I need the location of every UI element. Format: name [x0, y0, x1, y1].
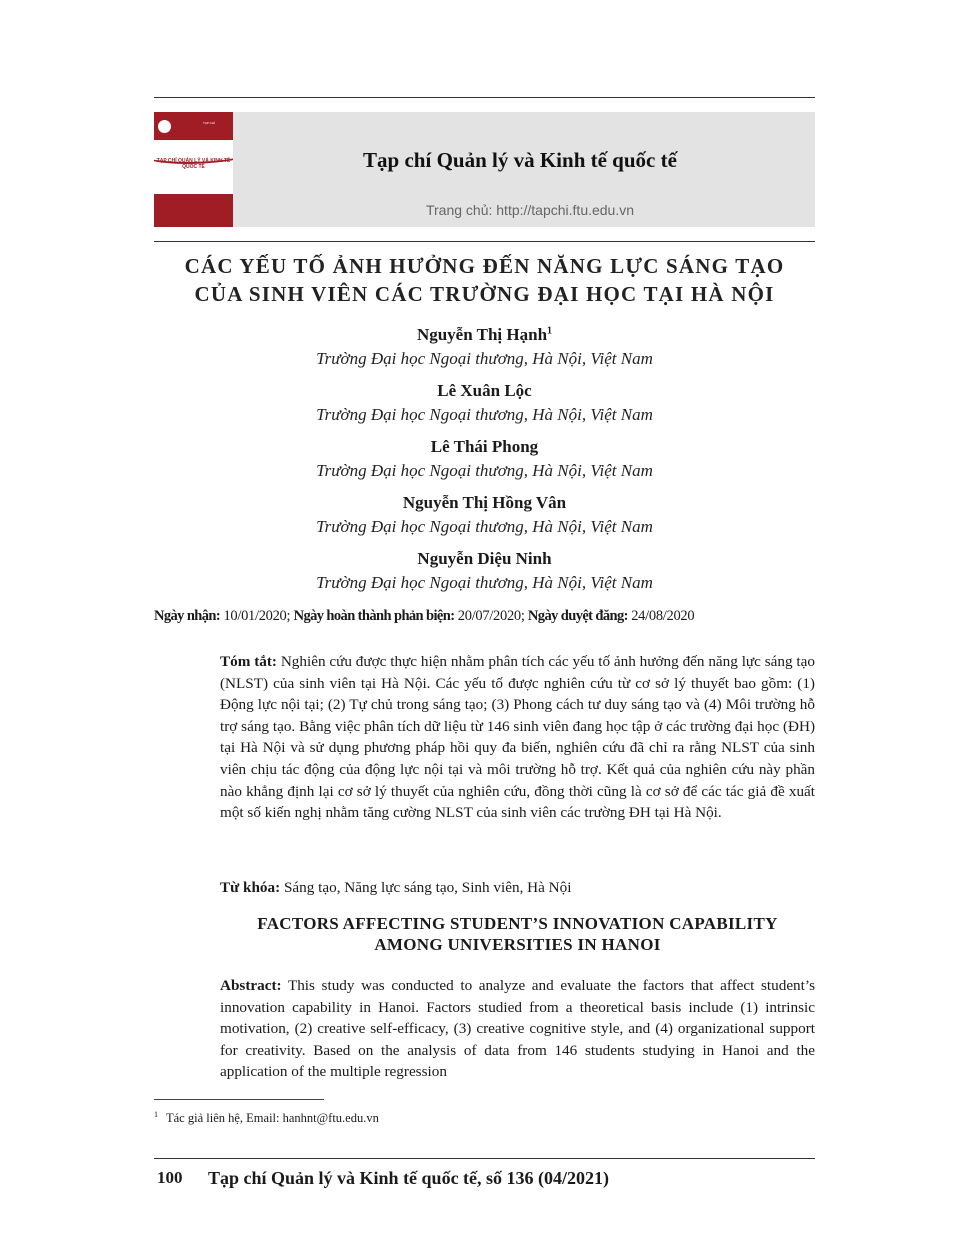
author-affiliation: Trường Đại học Ngoại thương, Hà Nội, Việt Nam [316, 573, 653, 592]
homepage-link[interactable]: http://tapchi.ftu.edu.vn [496, 202, 635, 218]
footer-rule [154, 1158, 815, 1159]
top-rule [154, 97, 815, 98]
author-name: Lê Thái Phong [430, 437, 539, 456]
footer-journal-info: Tạp chí Quản lý và Kinh tế quốc tế, số 136 (04/2021) [208, 1168, 610, 1188]
author-affiliation: Trường Đại học Ngoại thương, Hà Nội, Việt Nam [316, 461, 653, 480]
author-name: Nguyễn Thị Hồng Vân [402, 493, 567, 512]
article-title-line-1: CÁC YẾU TỐ ẢNH HƯỞNG ĐẾN NĂNG LỰC SÁNG TẠO [184, 254, 785, 278]
keywords: Từ khóa: Sáng tạo, Năng lực sáng tạo, Sinh viên, Hà Nội [220, 879, 572, 896]
homepage-label: Trang chủ: [425, 202, 493, 218]
author-affiliation: Trường Đại học Ngoại thương, Hà Nội, Việt Nam [316, 517, 653, 536]
footnote-rule [154, 1099, 324, 1100]
author-affiliation: Trường Đại học Ngoại thương, Hà Nội, Việt Nam [316, 349, 653, 368]
english-title: FACTORS AFFECTING STUDENT’S INNOVATION CAPABILITY AMONG UNIVERSITIES IN HANOI [257, 914, 778, 954]
author-name: Lê Xuân Lộc [437, 381, 532, 400]
article-dates: Ngày nhận: 10/01/2020; Ngày hoàn thành phản biện: 20/07/2020; Ngày duyệt đăng: 24/08/2020 [154, 608, 695, 624]
header-bottom-rule [154, 241, 815, 242]
homepage-line [360, 202, 700, 218]
article-title-line-2: CỦA SINH VIÊN CÁC TRƯỜNG ĐẠI HỌC TẠI HÀ NỘI [194, 282, 775, 306]
footnote: $^1$ Tác giả liên hệ, Email: hanhnt@ftu.edu.vn [154, 1110, 379, 1126]
footnote-ref[interactable]: 1 [547, 325, 553, 337]
author-affiliation: Trường Đại học Ngoại thương, Hà Nội, Việt Nam [316, 405, 653, 424]
author-name: Nguyễn Diệu Ninh [417, 549, 552, 568]
abstract-english: Abstract: This study was conducted to analyze and evaluate the factors that affect student’s innovation capability in Hanoi. Factors studied from a theoretical basis include (1) intrinsic motivation, (2) creative self-efficacy, (3) creative cognitive style, and (4) organizational support for creativity. Based on the analysis of data from 146 students studying in Hanoi and the application of the multiple regression [220, 977, 816, 1081]
journal-title: Tạp chí Quản lý và Kinh tế quốc tế [363, 148, 677, 172]
journal-cover-logo: TẠP CHÍ TẠP CHÍ QUẢN LÝ VÀ KINH TẾ QUỐC TẾ [154, 112, 233, 227]
author-name: Nguyễn Thị Hạnh$^1$ [416, 325, 553, 344]
abstract-vietnamese: Tóm tắt: Nghiên cứu được thực hiện nhằm phân tích các yếu tố ảnh hưởng đến năng lực sáng tạo (NLST) của sinh viên tại Hà Nội. Các yếu tố được nghiên cứu từ cơ sở lý thuyết bao gồm: (1) Động lực nội tại; (2) Tự chủ trong sáng tạo; (3) Phong cách tư duy sáng tạo và (4) Môi trường hỗ trợ sáng tạo. Bằng việc phân tích dữ liệu từ 146 sinh viên đang học tập ở các trường đại học (ĐH) tại Hà Nội và sử dụng phương pháp hồi quy đa biến, nghiên cứu đã chỉ ra rằng NLST của sinh viên chịu tác động của động lực nội tại và môi trường hỗ trợ. Kết quả của nghiên cứu này phần nào khẳng định lại cơ sở lý thuyết của nghiên cứu, đồng thời cũng là cơ sở để các tác giả đề xuất một số kiến nghị nhằm tăng cường NLST của sinh viên các trường ĐH tại Hà Nội. [220, 653, 815, 822]
page-number: 100 [157, 1168, 183, 1187]
